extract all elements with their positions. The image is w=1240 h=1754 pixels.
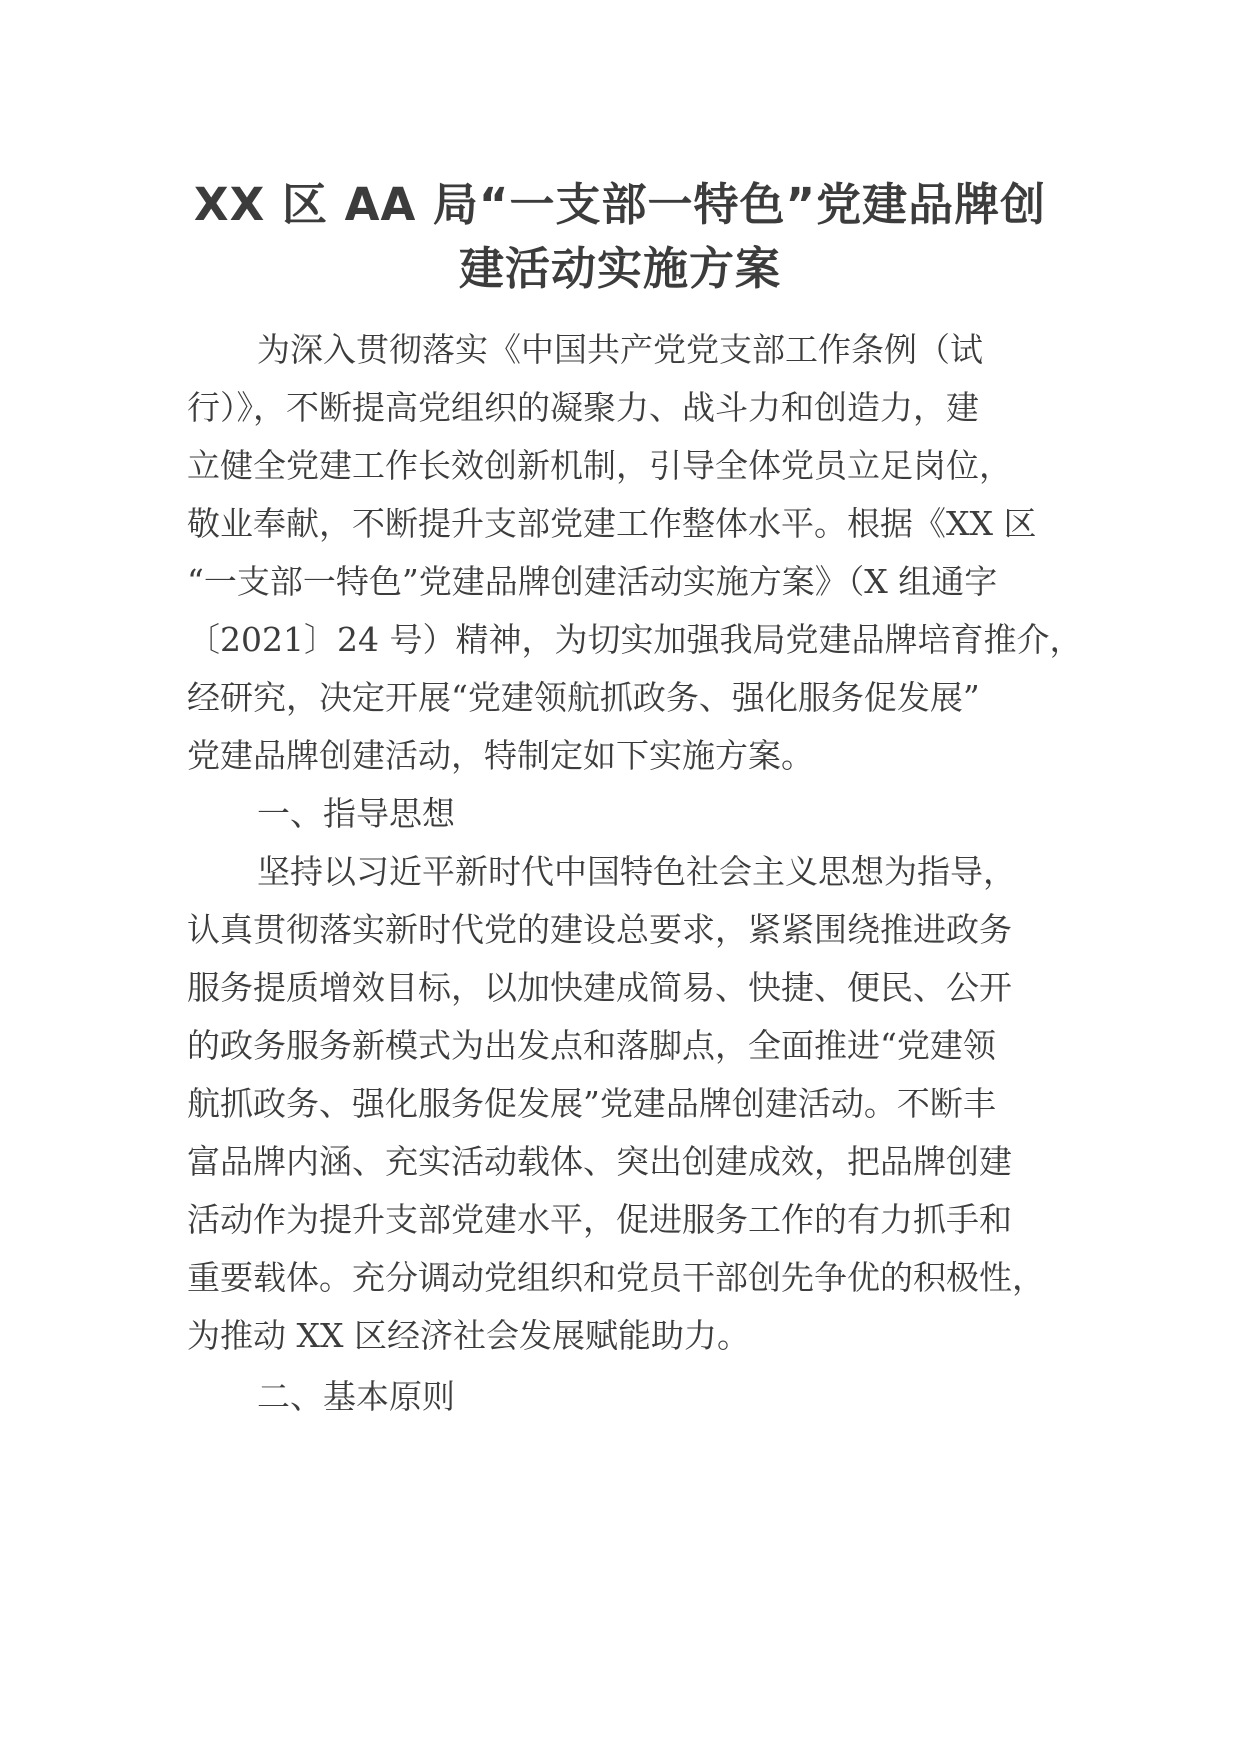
section-heading-1: 一、指导思想 (257, 794, 455, 833)
paragraph-1-line: “一支部一特色”党建品牌创建活动实施方案》（X 组通字 (187, 562, 998, 601)
paragraph-2-line: 为推动 XX 区经济社会发展赋能助力。 (187, 1316, 750, 1355)
paragraph-1-line: 〔2021〕24 号）精神，为切实加强我局党建品牌培育推介， (187, 620, 1083, 659)
paragraph-1-line: 立健全党建工作长效创新机制，引导全体党员立足岗位， (187, 446, 1012, 485)
document-title-line-1: XX 区 AA 局“一支部一特色”党建品牌创 (193, 178, 1047, 231)
paragraph-2-line: 航抓政务、强化服务促发展”党建品牌创建活动。不断丰 (187, 1084, 996, 1123)
paragraph-2-line: 认真贯彻落实新时代党的建设总要求，紧紧围绕推进政务 (187, 910, 1012, 949)
paragraph-1-line: 党建品牌创建活动，特制定如下实施方案。 (187, 736, 814, 775)
paragraph-2-line: 的政务服务新模式为出发点和落脚点，全面推进“党建领 (187, 1026, 996, 1065)
section-heading-2: 二、基本原则 (257, 1377, 455, 1416)
paragraph-2-line: 富品牌内涵、充实活动载体、突出创建成效，把品牌创建 (187, 1142, 1012, 1181)
paragraph-1-line: 敬业奉献，不断提升支部党建工作整体水平。根据《XX 区 (187, 504, 1037, 543)
paragraph-2-line: 服务提质增效目标，以加快建成简易、快捷、便民、公开 (187, 968, 1012, 1007)
document-title-line-2: 建活动实施方案 (458, 242, 781, 295)
paragraph-1-line: 经研究，决定开展“党建领航抓政务、强化服务促发展” (187, 678, 980, 717)
paragraph-1-line: 行）》，不断提高党组织的凝聚力、战斗力和创造力，建 (187, 388, 979, 427)
paragraph-2-line: 坚持以习近平新时代中国特色社会主义思想为指导， (257, 852, 1016, 891)
paragraph-2-line: 活动作为提升支部党建水平，促进服务工作的有力抓手和 (187, 1200, 1012, 1239)
paragraph-1-line: 为深入贯彻落实《中国共产党党支部工作条例（试 (257, 330, 983, 369)
paragraph-2-line: 重要载体。充分调动党组织和党员干部创先争优的积极性， (187, 1258, 1045, 1297)
